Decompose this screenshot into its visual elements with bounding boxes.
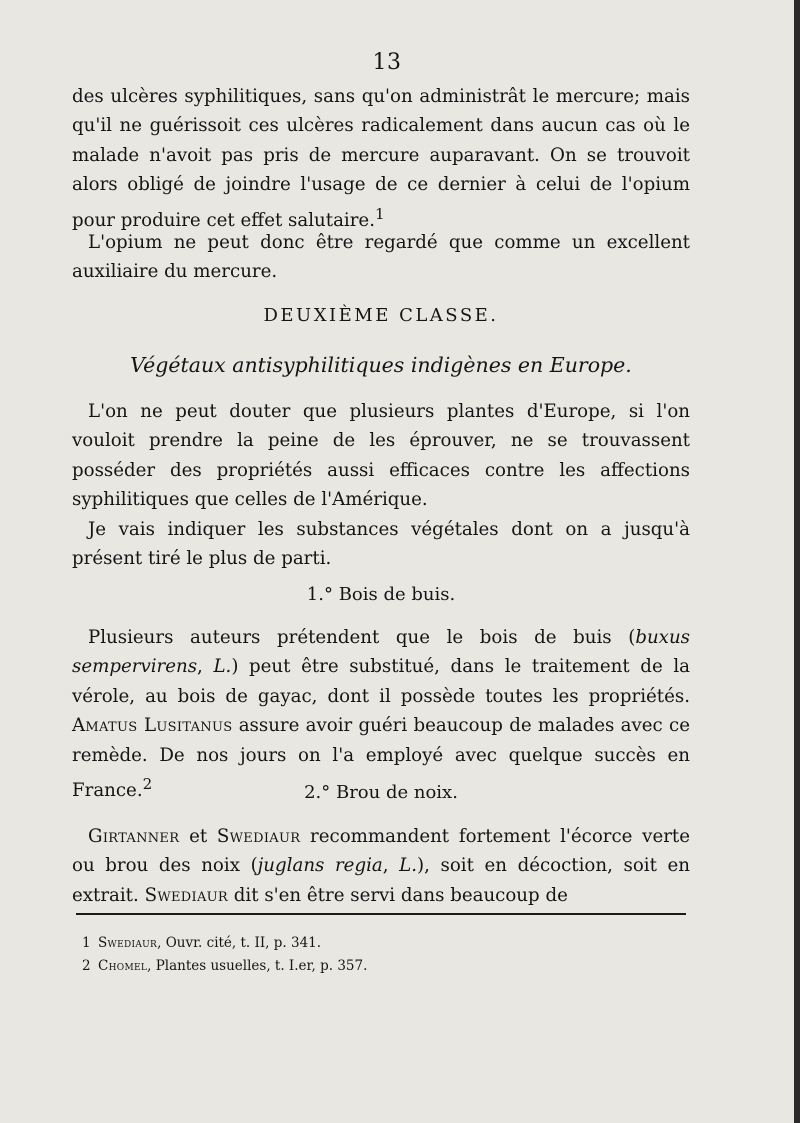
- author-name: Swediaur: [144, 884, 228, 906]
- section-intro-block: [72, 397, 690, 573]
- footnote-ref-1: 1: [374, 204, 385, 223]
- paragraph-opium-auxiliary: L'opium ne peut donc être regardé que comme un excellent auxiliaire du mercure.: [72, 232, 690, 283]
- footnote-author: Swediaur: [98, 935, 158, 951]
- section-subtitle: Végétaux antisyphilitiques indigènes en Europe.: [130, 353, 632, 377]
- footnote-1: 1 Swediaur, Ouvr. cité, t. II, p. 341.: [82, 935, 322, 951]
- footnote-ref-2: 2: [142, 775, 153, 794]
- section-heading: DEUXIÈME CLASSE.: [263, 305, 499, 326]
- page-number: 13: [372, 50, 402, 75]
- footnote-divider: [76, 913, 686, 915]
- bois-de-buis-block: [72, 623, 690, 806]
- author-name: Girtanner: [88, 826, 180, 847]
- paragraph-bois-de-buis: Plusieurs auteurs prétendent que le bois de buis (buxus sempervirens, L.) peut être substitué, dans le traitement de la vérole, au bois de gayac, dont il possède toutes les propriétés. Amatus Lusitanus assure avoir guéri beaucoup de malades avec ce remède. De nos jours on l'a employé avec quelque succès en France.$^2$: [72, 627, 690, 802]
- subheading-bois-de-buis: 1.° Bois de buis.: [306, 584, 456, 605]
- opening-paragraph-block: [72, 82, 690, 235]
- paragraph-substances: Je vais indiquer les substances végétales dont on a jusqu'à présent tiré le plus de parti.: [72, 518, 690, 570]
- author-name: Amatus Lusitanus: [72, 715, 233, 737]
- paragraph-brou-de-noix: Girtanner et Swediaur recommandent fortement l'écorce verte ou brou des noix (juglans regia, L.), soit en décoction, soit en extrait. Swediaur dit s'en être servi dans beaucoup de: [72, 826, 690, 906]
- page-edge: [794, 0, 800, 1123]
- latin-name-juglans: juglans regia: [257, 855, 383, 877]
- subheading-brou-de-noix: 2.° Brou de noix.: [304, 782, 458, 803]
- author-name: Swediaur: [216, 826, 301, 847]
- brou-de-noix-block: [72, 822, 690, 910]
- paragraph-opium-ulcers: des ulcères syphilitiques, sans qu'on administrât le mercure; mais qu'il ne guérissoit ces ulcères radicalement dans aucun cas où le malade n'avoit pas pris de mercure auparavant. On se trouvoit alors obligé de joindre l'usage de ce dernier à celui de l'opium pour produire cet effet salutaire.$^1$: [72, 86, 690, 231]
- footnotes: [82, 932, 682, 978]
- paragraph-european-plants: L'on ne peut douter que plusieurs plantes d'Europe, si l'on vouloit prendre la peine de les éprouver, ne se trouvassent posséder des propriétés aussi efficaces contre les affections syphilitiques que celles de l'Amérique.: [72, 401, 690, 511]
- latin-name-buxus: buxus sempervirens: [72, 627, 690, 678]
- footnote-author: Chomel: [98, 958, 148, 974]
- footnote-2: 2 Chomel, Plantes usuelles, t. I.er, p. 357.: [82, 958, 368, 974]
- conclusion-paragraph-block: [72, 228, 690, 287]
